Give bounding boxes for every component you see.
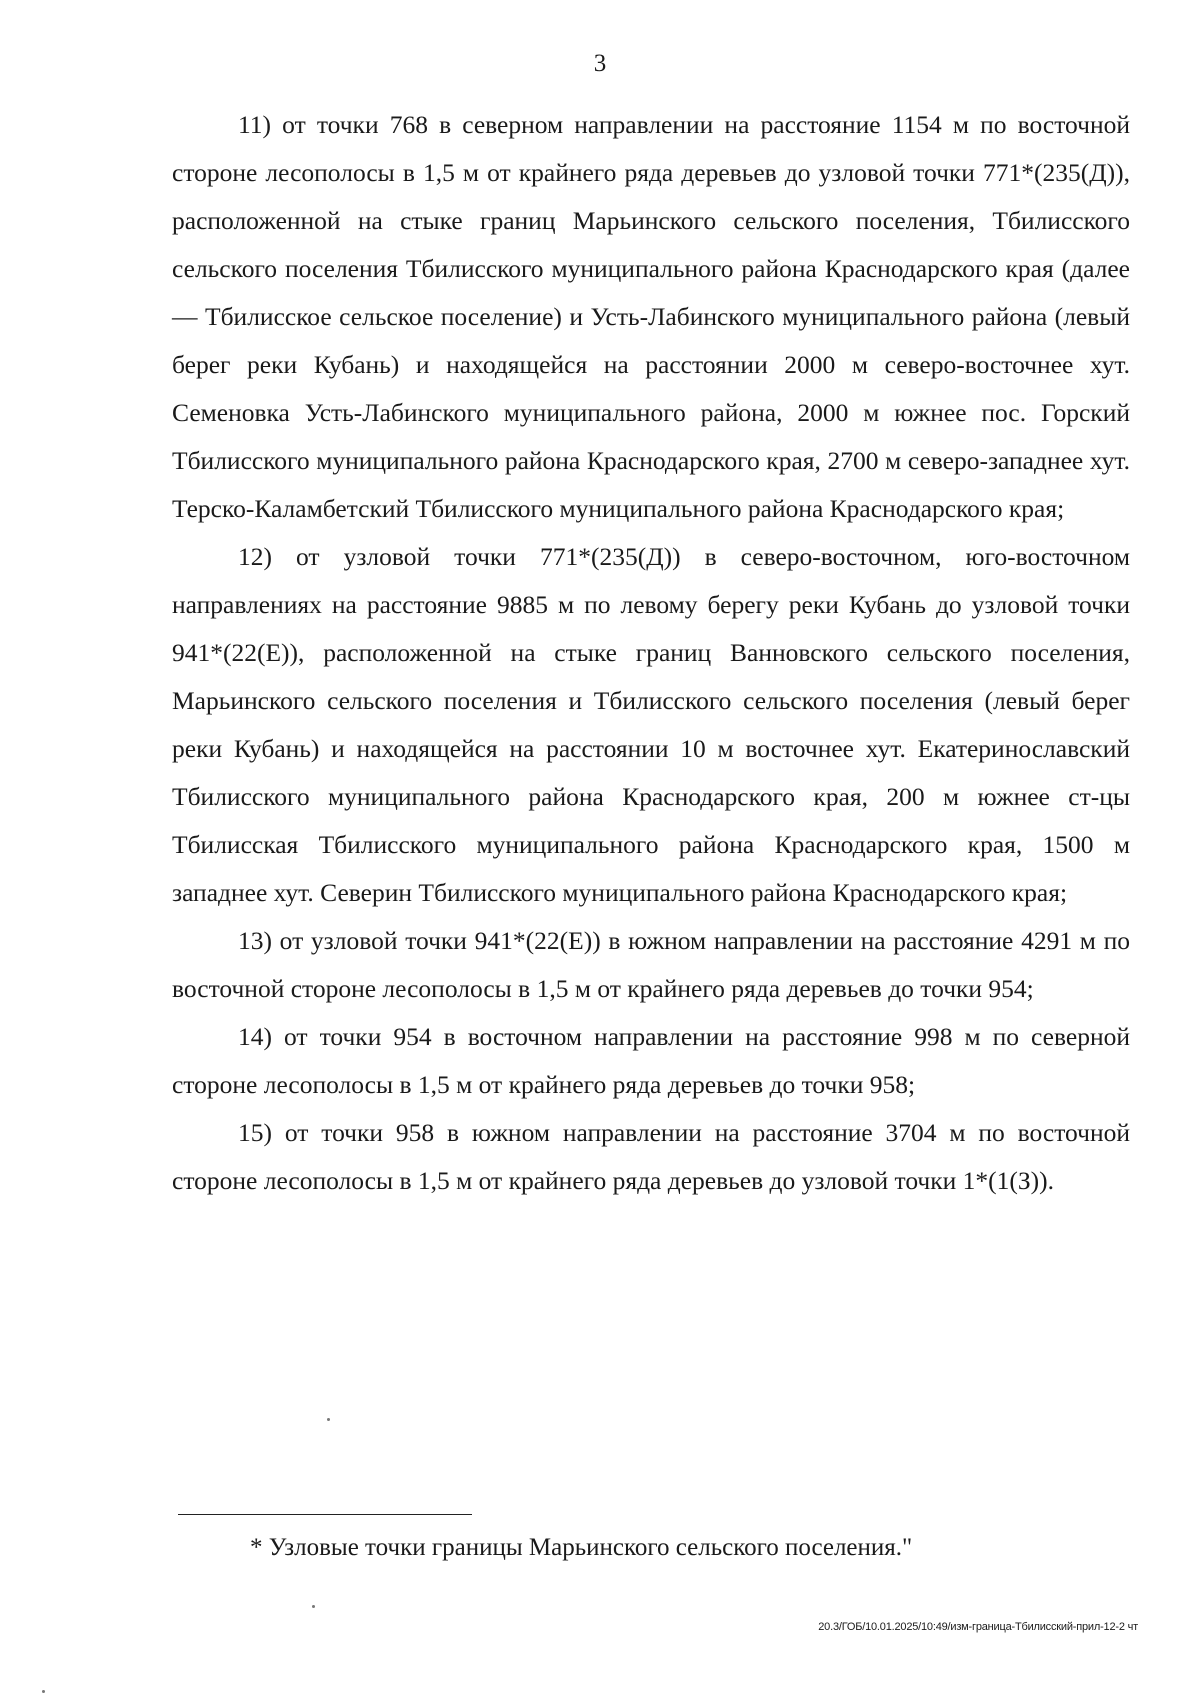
scan-speck [327, 1418, 330, 1421]
document-body [172, 101, 1130, 1205]
paragraph-item-14: 14) от точки 954 в восточном направлении на расстояние 998 м по северной стороне лесополосы в 1,5 м от крайнего ряда деревьев до точки 958; [172, 1022, 1130, 1099]
document-reference: 20.3/ГОБ/10.01.2025/10:49/изм-граница-Тбилисский-прил-12-2 чт [818, 1621, 1138, 1633]
paragraph-item-11: 11) от точки 768 в северном направлении на расстояние 1154 м по восточной стороне лесополосы в 1,5 м от крайнего ряда деревьев до узловой точки 771*(235(Д)), расположенной на стыке границ Марьинского сельского поселения, Тбилисского сельского поселения Тбилисского муниципального района Краснодарского края (далее — Тбилисское сельское поселение) и Усть-Лабинского муниципального района (левый берег реки Кубань) и находящейся на расстоянии 2000 м северо-восточнее хут. Семеновка Усть-Лабинского муниципального района, 2000 м южнее пос. Горский Тбилисского муниципального района Краснодарского края, 2700 м северо-западнее хут. Терско-Каламбетский Тбилисского муниципального района Краснодарского края; [172, 110, 1130, 523]
paragraph-item-15: 15) от точки 958 в южном направлении на расстояние 3704 м по восточной стороне лесополосы в 1,5 м от крайнего ряда деревьев до узловой точки 1*(1(З)). [172, 1118, 1130, 1195]
paragraph-item-13: 13) от узловой точки 941*(22(Е)) в южном направлении на расстояние 4291 м по восточной стороне лесополосы в 1,5 м от крайнего ряда деревьев до точки 954; [172, 926, 1130, 1003]
scan-speck [312, 1605, 315, 1608]
page-number: 3 [593, 50, 607, 77]
paragraph-item-12: 12) от узловой точки 771*(235(Д)) в северо-восточном, юго-восточном направлениях на расстояние 9885 м по левому берегу реки Кубань до узловой точки 941*(22(Е)), расположенной на стыке границ Ванновского сельского поселения, Марьинского сельского поселения и Тбилисского сельского поселения (левый берег реки Кубань) и находящейся на расстоянии 10 м восточнее хут. Екатеринославский Тбилисского муниципального района Краснодарского края, 200 м южнее ст-цы Тбилисская Тбилисского муниципального района Краснодарского края, 1500 м западнее хут. Северин Тбилисского муниципального района Краснодарского края; [172, 542, 1130, 907]
footnote: * Узловые точки границы Марьинского сельского поселения." [250, 1534, 913, 1561]
scan-speck [42, 1690, 45, 1693]
footnote-divider [178, 1514, 472, 1515]
